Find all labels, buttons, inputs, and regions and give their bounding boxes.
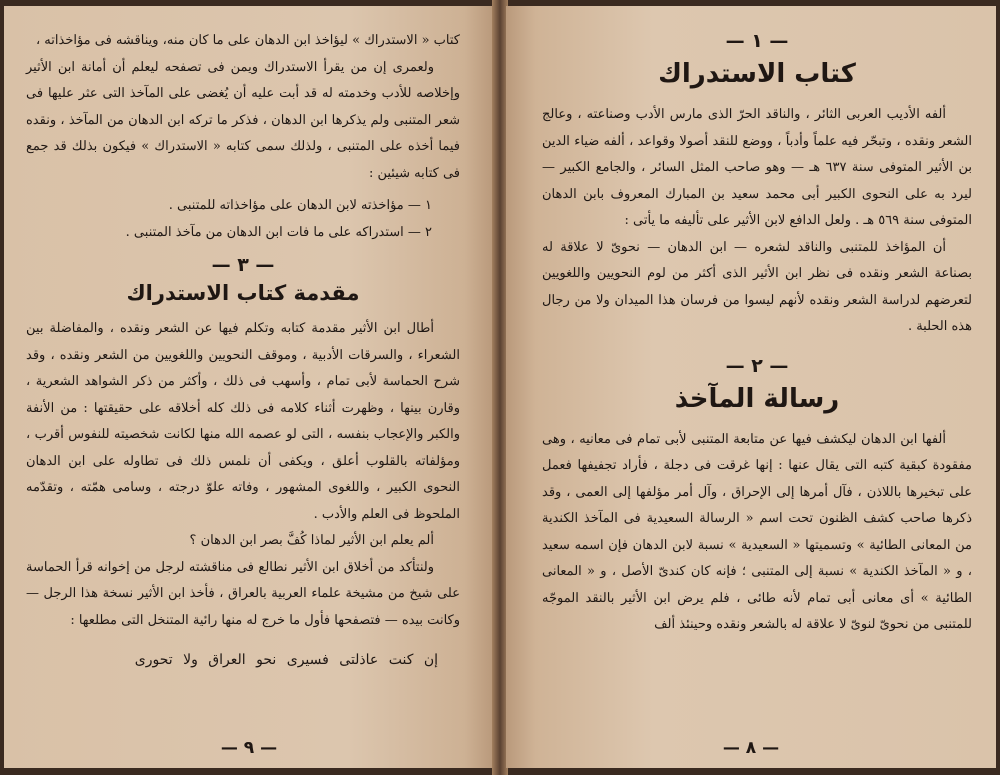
right-section-2-title: رسالة المآخذ — [674, 383, 840, 414]
right-section-1-title: كتاب الاستدراك — [658, 59, 856, 89]
left-verse: إن كنت عاذلتى فسيرى نحو العراق ولا تحورى — [134, 652, 438, 668]
left-list-item-2: ٢ — استدراكه على ما فات ابن الدهان من مآخذ المتنبى . — [125, 224, 432, 240]
right-page-number: — ٨ — — [722, 738, 780, 758]
left-section-title: مقدمة كتاب الاستدراك — [126, 281, 360, 305]
left-intro-paragraph-1: كتاب « الاستدراك » ليؤاخذ ابن الدهان على ما كان منه، ويناقشه فى مؤاخذاته ، — [35, 33, 460, 48]
left-paragraph-5: ولنتأكد من أخلاق ابن الأثير نطالع فى مناقشته لرجل من إخوانه قرأ الحماسة على شيخ من مشيخة علماء العربية بالعراق ، فأخذ ابن الأثير نسخة هذا الرجل — وكانت بيده — فتصفحها فأول ما خرج له منها رائية المتنخل التى مطلعها : — [26, 559, 460, 628]
left-section-number: — ٣ — — [211, 254, 275, 276]
left-intro-paragraph-2: ولعمرى إن من يقرأ الاستدراك ويمن فى تصفحه ليعلم أن أمانة ابن الأثير وإخلاصه للأدب وخدمته له قد أبت عليه أن يُغضى على المآخذ التى عثر عليها فى شعر المتنبى ولم يذكرها ابن الدهان ، فذكر ما تركه ابن الدهان من المآخذ ، ونقده فيما أخذه على المتنبى ، ولذلك سمى كتابه « الاستدراك » فيكون بذلك قد جمع فى كتابه شيئين : — [26, 59, 460, 181]
right-section-2-number: — ٢ — — [725, 354, 789, 377]
right-paragraph-3: ألفها ابن الدهان ليكشف فيها عن متابعة المتنبى لأبى تمام فى معانيه ، وهى مفقودة كبقية كتبه التى يقال عنها : إنها غرقت فى دجلة ، فأراد تجفيفها فعمل على تبخيرها باللاذن ، فآل أمرها إلى الإحراق ، وآل أمر مؤلفها إلى العمى ، وقد ذكرها صاحب كشف الظنون تحت اسم « الرسالة السعيدية فى المآخذ الكندية من المعانى الطائية » وتسميتها « السعيدية » نسبة لابن الدهان فإن اسمه سعيد ، و « المآخذ الكندية » نسبة إلى المتنبى ؛ فإنه كان كندىّ الأصل ، و « المعانى الطائية » أى معانى أبى تمام لأنه طائى ، فلم يرض ابن الأثير بالنقد الموجّه للمتنبى من نحوىّ لنوىّ لا علاقة له بالشعر ونقده وحينئذ ألف — [542, 431, 972, 632]
left-list-item-1: ١ — مؤاخذته لابن الدهان على مؤاخذاته للمتنبى . — [168, 198, 432, 213]
left-paragraph-4: ألم يعلم ابن الأثير لماذا كُفَّ بصر ابن الدهان ؟ — [189, 533, 434, 548]
left-paragraph-3: أطال ابن الأثير مقدمة كتابه وتكلم فيها عن الشعر ونقده ، والمفاضلة بين الشعراء ، والسرقات الأدبية ، وموقف النحويين واللغويين من الشعر ونقده ، وقد شرح الحماسة لأبى تمام ، وأسهب فى ذلك ، وأكثر من ذكر الشواهد الشعرية ، وقارن بينها ، وظهرت أثناء كلامه فى ذلك كله أخلاقه على حقيقتها : من الأنفة والكبر والإعجاب بنفسه ، التى لو عصمه الله منها لكانت شخصيته للنفوس أقرب ، ومؤلفاته بالقلوب أعلق ، ويكفى أن نلمس ذلك فى تطاوله على ابن الدهان النحوى الكبير ، واللغوى المشهور ، وفاته علوّ درجته ، وسامى همّته ، وتقدّمه الملحوظ فى العلم والأدب . — [26, 321, 460, 522]
left-page — [4, 6, 494, 768]
right-paragraph-1: ألفه الأديب العربى الثائر ، والناقد الحرّ الذى مارس الأدب وصناعته ، وعالج الشعر ونقده ، وتبحّر فيه علماً وأدباً ، ووضع للنقد أصولا وقواعد ، ألفه ضياء الدين بن الأثير المتوفى سنة ٦٣٧ هـ — وهو صاحب المثل السائر ، والجامع الكبير — ليرد به على النحوى الكبير أبى محمد سعيد بن المبارك المعروف بابن الدهان المتوفى سنة ٥٦٩ هـ . ولعل الدافع لابن الأثير على تأليفه ما يأتى : — [542, 107, 972, 228]
left-page-number: — ٩ — — [220, 738, 278, 758]
right-section-1-number: — ١ — — [725, 30, 789, 52]
right-page — [506, 6, 996, 768]
right-paragraph-2: أن المؤاخذ للمتنبى والناقد لشعره — ابن الدهان — نحوىّ لا علاقة له بصناعة الشعر ونقده فى نظر ابن الأثير الذى أكثر من لوم النحويين واللغويين لتعرضهم لدراسة الشعر ونقده لأنهم ليسوا من فرسان هذا الميدان ولا من رجال هذه الحلبة . — [542, 239, 972, 334]
